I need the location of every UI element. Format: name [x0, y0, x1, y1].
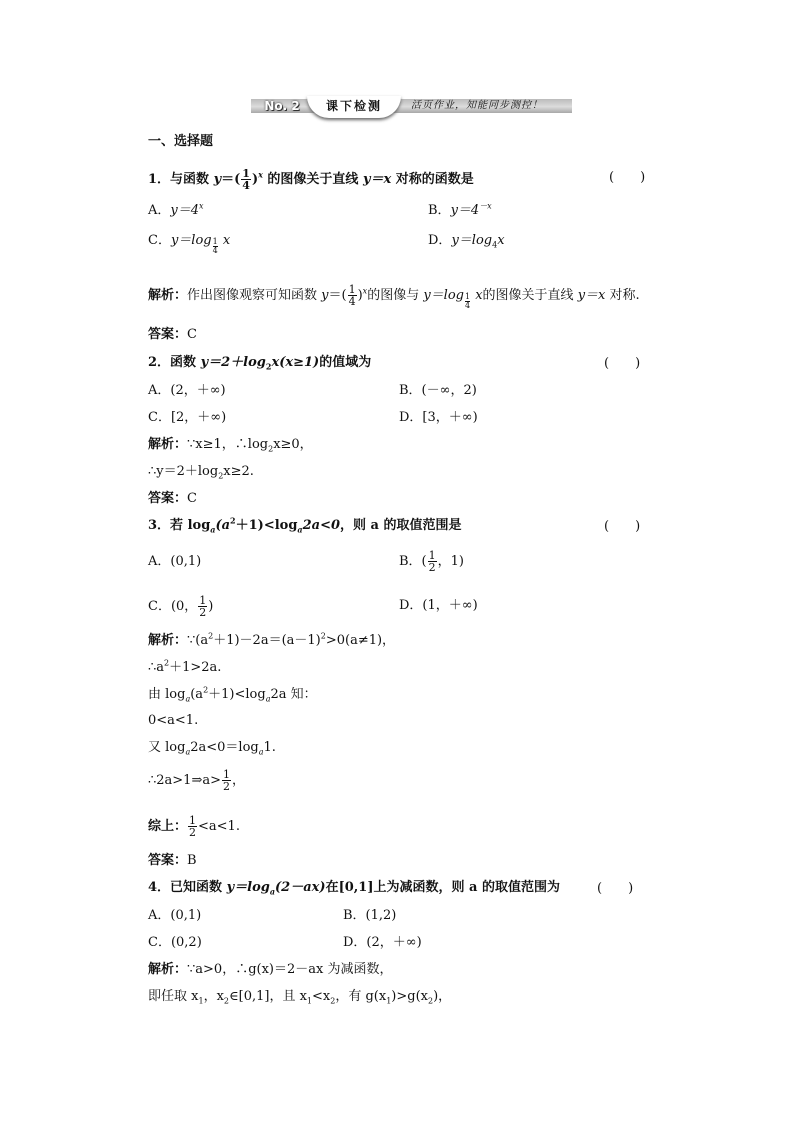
q1-c-subfraction: $\frac{1}{4}$: [212, 237, 218, 255]
q2-analysis-line1: 解析：∵x≥1，$\therefore\log_2x\ge 0$，: [148, 437, 313, 454]
q1-answer: 答案：C: [148, 327, 197, 342]
q3-analysis-line1: 解析：$\because(a^2+1)-2a=(a-1)^2>0(a\ne 1)$，: [148, 631, 396, 648]
banner-motto: 活页作业，知能同步测控！: [411, 100, 543, 111]
q1-y: y: [213, 172, 222, 187]
q1-stem: 1．与函数 y＝( $\frac{1}{4}$ )$^x$ 的图像关于直线 y＝x 对称的函数是: [148, 167, 474, 192]
q4-analysis-line2: 即任取 $x_1$，$x_2\in[0,1]$，且 $x_1<x_2$，有 $g(x_1)>g(x_2)$，: [148, 989, 452, 1006]
q1-option-c: C．y＝log $\frac{1}{4}$ x: [148, 233, 231, 255]
q3-option-b: B．( $\frac{1}{2}$ ，1): [399, 549, 464, 574]
q4-bracket: ( ): [597, 881, 634, 896]
q3-analysis-line6: ∴2a>1⇒a> $\frac{1}{2}$ ，: [148, 768, 246, 793]
q2-option-a: A．(2，＋∞): [148, 383, 226, 398]
q1-fraction: $\frac{1}{4}$: [242, 167, 250, 192]
q3-analysis-line4: 0<a<1.: [148, 713, 199, 728]
q3-option-a: A．(0,1): [148, 554, 202, 569]
q3-analysis-line7: 综上： $\frac{1}{2}$ <a<1.: [148, 814, 240, 839]
q2-bracket: ( ): [604, 356, 641, 371]
section-title: 一、选择题: [148, 134, 214, 149]
q2-option-d: D．[3，＋∞): [399, 410, 478, 425]
q3-stem: 3．若 $\log_a(a^2+1)<\log_a2a<0$，则 a 的取值范围是: [148, 515, 462, 535]
q3-option-d: D．(1，＋∞): [399, 598, 478, 613]
q4-option-b: B．(1,2): [343, 908, 397, 923]
q2-analysis-line2: $\therefore y=2+\log_2x\ge 2$.: [148, 464, 254, 481]
q2-option-c: C．[2，＋∞): [148, 410, 227, 425]
q3-analysis-line3: 由 $\log_a(a^2+1)<\log_a2a$ 知：: [148, 685, 317, 704]
q1-bracket: ( ): [609, 170, 646, 185]
q2-answer: 答案：C: [148, 491, 197, 506]
q4-analysis-line1: 解析：∵a>0，∴g(x)＝2－ax 为减函数，: [148, 962, 393, 977]
q1-option-d: D．$y=\log_4x$: [428, 233, 505, 250]
banner-tag: 课下检测: [325, 99, 382, 113]
q3-bracket: ( ): [604, 519, 641, 534]
q3-analysis-line5: 又 $\log_a2a<0=\log_a1$.: [148, 740, 276, 757]
section-banner: [251, 96, 572, 118]
q4-option-c: C．(0,2): [148, 935, 202, 950]
banner-number: No. 2: [264, 99, 300, 113]
q3-answer: 答案：B: [148, 853, 197, 868]
q2-option-b: B．(－∞，2): [399, 383, 477, 398]
q1-stem-prefix: 1．与函数: [148, 172, 214, 187]
q1-option-a: A．$y=4^x$: [148, 201, 204, 218]
q2-stem: 2．函数 $y=2+\log_2x(x\ge 1)$的值域为: [148, 355, 372, 372]
q4-option-d: D．(2，＋∞): [343, 935, 422, 950]
q1-option-b: B．$y=4^{-x}$: [428, 201, 492, 218]
q4-option-a: A．(0,1): [148, 908, 202, 923]
q4-stem: 4．已知函数 $y=\log_a(2-ax)$在[0,1]上为减函数，则 a 的取值范围为: [148, 880, 560, 897]
q3-option-c: C．(0， $\frac{1}{2}$ ): [148, 594, 214, 619]
q1-eq: ＝(: [221, 172, 241, 187]
q1-analysis: 解析：作出图像观察可知函数 y＝( $\frac{1}{4}$ )$^x$的图像与 y＝log $\frac{1}{4}$ x的图像关于直线 y＝x 对称.: [148, 283, 640, 310]
q3-analysis-line2: $\therefore a^2+1>2a$.: [148, 658, 222, 675]
